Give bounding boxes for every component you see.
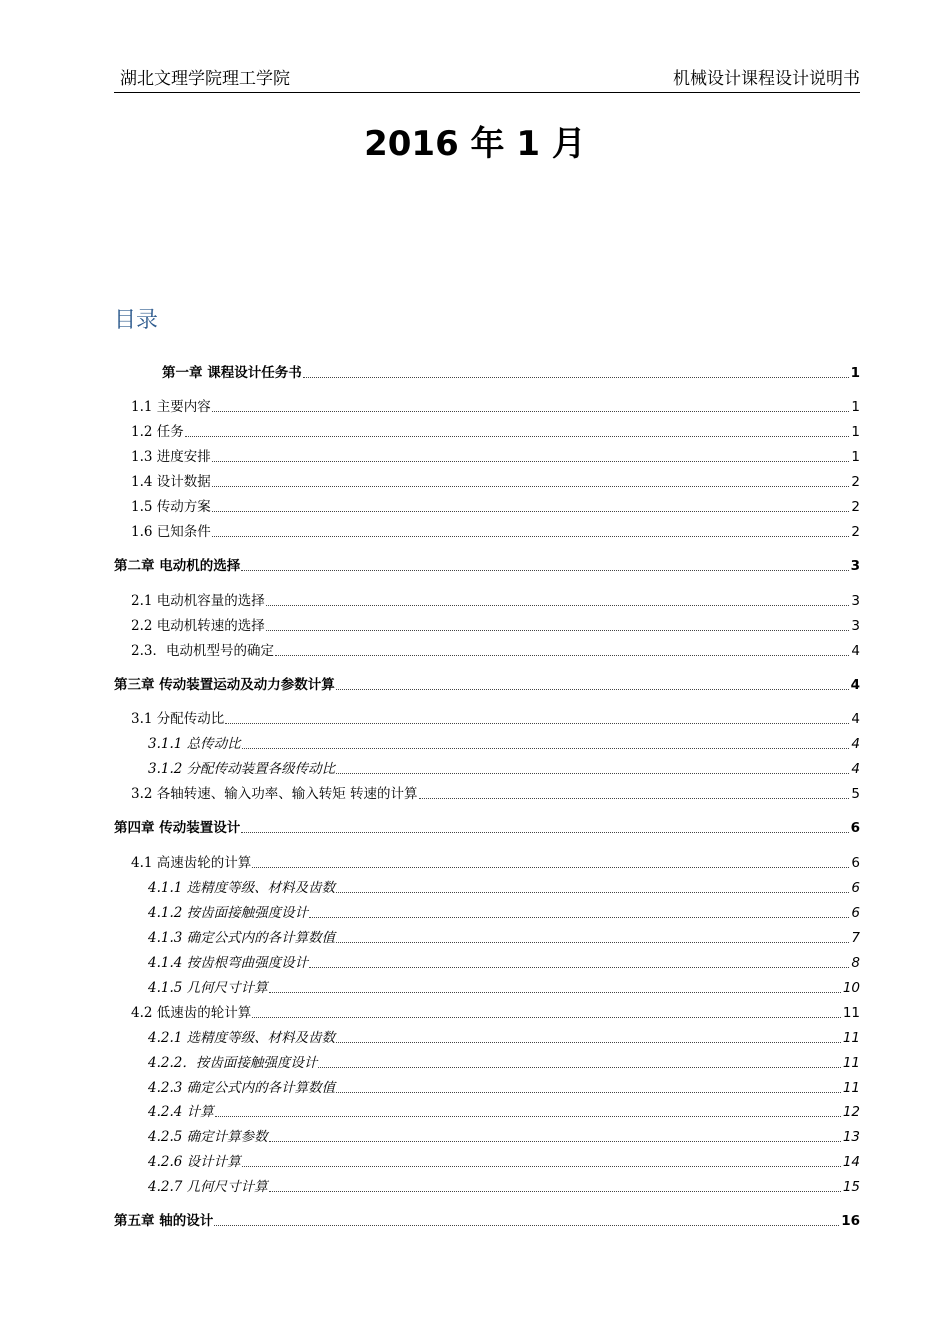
toc-entry[interactable] — [148, 902, 860, 922]
toc-entry[interactable] — [131, 590, 860, 610]
toc-page-number: 14 — [842, 1154, 860, 1170]
toc-page-number: 3 — [850, 558, 860, 574]
toc-entry-title: 1.4 设计数据 — [131, 474, 211, 490]
toc-dot-leader — [269, 1140, 841, 1142]
toc-dot-leader — [242, 747, 850, 749]
toc-dot-leader — [241, 831, 848, 833]
toc-dot-leader — [336, 1091, 841, 1093]
toc-entry-title: 3.1 分配传动比 — [131, 711, 225, 727]
toc-entry[interactable] — [114, 555, 860, 575]
toc-entry-title: 4.2.4 计算 — [148, 1104, 214, 1120]
toc-entry[interactable] — [148, 1027, 860, 1047]
toc-entry-title: 4.2 低速齿的轮计算 — [131, 1005, 252, 1021]
toc-dot-leader — [212, 485, 850, 487]
toc-entry-title: 4.1 高速齿轮的计算 — [131, 855, 252, 871]
toc-entry[interactable] — [148, 977, 860, 997]
toc-page-number: 13 — [842, 1129, 860, 1145]
toc-entry[interactable] — [148, 952, 860, 972]
toc-entry[interactable] — [114, 1210, 860, 1230]
toc-entry[interactable] — [162, 362, 860, 382]
toc-entry[interactable] — [148, 1077, 860, 1097]
toc-entry-title: 1.3 进度安排 — [131, 449, 211, 465]
toc-entry-title: 第二章 电动机的选择 — [114, 558, 241, 574]
toc-dot-leader — [336, 772, 849, 774]
toc-dot-leader — [336, 1041, 841, 1043]
toc-page-number: 6 — [851, 905, 860, 921]
toc-entry[interactable] — [148, 1126, 860, 1146]
toc-dot-leader — [252, 866, 849, 868]
toc-entry[interactable] — [148, 1176, 860, 1196]
toc-entry[interactable] — [131, 640, 860, 660]
toc-page-number: 8 — [851, 955, 860, 971]
toc-entry[interactable] — [148, 927, 860, 947]
toc-dot-leader — [252, 1016, 841, 1018]
toc-page-number: 2 — [851, 499, 860, 515]
toc-entry-title: 4.2.3 确定公式内的各计算数值 — [148, 1080, 336, 1096]
toc-entry[interactable] — [148, 1101, 860, 1121]
toc-page-number: 4 — [851, 736, 860, 752]
toc-dot-leader — [212, 410, 850, 412]
toc-page-number: 12 — [842, 1104, 860, 1120]
toc-entry[interactable] — [131, 396, 860, 416]
toc-dot-leader — [309, 966, 849, 968]
toc-entry-title: 2.3．电动机型号的确定 — [131, 643, 274, 659]
toc-entry-title: 2.2 电动机转速的选择 — [131, 618, 265, 634]
toc-page-number: 6 — [851, 880, 860, 896]
toc-dot-leader — [303, 376, 849, 378]
toc-page-number: 10 — [842, 980, 860, 996]
toc-dot-leader — [212, 460, 850, 462]
document-date: 2016 年 1 月 — [364, 124, 586, 164]
toc-heading: 目录 — [114, 308, 159, 333]
toc-entry-title: 2.1 电动机容量的选择 — [131, 593, 265, 609]
toc-entry-title: 1.6 已知条件 — [131, 524, 211, 540]
toc-entry-title: 1.1 主要内容 — [131, 399, 211, 415]
toc-dot-leader — [266, 629, 850, 631]
header-document-title: 机械设计课程设计说明书 — [673, 69, 860, 89]
toc-page-number: 5 — [851, 786, 860, 802]
toc-page-number: 2 — [851, 474, 860, 490]
toc-entry-title: 第三章 传动装置运动及动力参数计算 — [114, 677, 335, 693]
toc-page-number: 1 — [851, 449, 860, 465]
toc-entry[interactable] — [148, 758, 860, 778]
toc-dot-leader — [336, 688, 849, 690]
toc-page-number: 11 — [842, 1030, 860, 1046]
toc-page-number: 6 — [850, 820, 860, 836]
toc-dot-leader — [225, 722, 849, 724]
toc-entry[interactable] — [148, 877, 860, 897]
toc-dot-leader — [318, 1066, 840, 1068]
toc-page-number: 7 — [851, 930, 860, 946]
toc-entry-title: 4.1.5 几何尺寸计算 — [148, 980, 268, 996]
toc-entry-title: 3.1.2 分配传动装置各级传动比 — [148, 761, 336, 777]
toc-dot-leader — [269, 1190, 841, 1192]
toc-entry[interactable] — [131, 783, 860, 803]
toc-dot-leader — [336, 891, 849, 893]
toc-entry[interactable] — [131, 708, 860, 728]
toc-dot-leader — [266, 604, 850, 606]
toc-page-number: 1 — [851, 424, 860, 440]
toc-page-number: 11 — [842, 1055, 860, 1071]
page-header — [114, 66, 860, 93]
toc-page-number: 4 — [850, 677, 860, 693]
toc-dot-leader — [275, 654, 849, 656]
toc-page-number: 11 — [842, 1080, 860, 1096]
toc-dot-leader — [214, 1224, 839, 1226]
toc-entry-title: 4.2.7 几何尺寸计算 — [148, 1179, 268, 1195]
toc-entry[interactable] — [131, 446, 860, 466]
header-school-name: 湖北文理学院理工学院 — [120, 69, 290, 89]
toc-page-number: 16 — [841, 1213, 860, 1229]
toc-dot-leader — [309, 916, 849, 918]
toc-page-number: 4 — [851, 711, 860, 727]
toc-entry[interactable] — [148, 733, 860, 753]
toc-entry-title: 第四章 传动装置设计 — [114, 820, 241, 836]
toc-entry-title: 4.1.2 按齿面接触强度设计 — [148, 905, 309, 921]
toc-entry-title: 4.1.1 选精度等级、材料及齿数 — [148, 880, 336, 896]
toc-entry-title: 4.1.3 确定公式内的各计算数值 — [148, 930, 336, 946]
toc-entry[interactable] — [131, 521, 860, 541]
toc-page-number: 2 — [851, 524, 860, 540]
toc-page-number: 11 — [842, 1005, 860, 1021]
toc-entry-title: 4.2.5 确定计算参数 — [148, 1129, 268, 1145]
toc-dot-leader — [185, 435, 850, 437]
toc-entry-title: 1.5 传动方案 — [131, 499, 211, 515]
toc-entry[interactable] — [114, 674, 860, 694]
toc-entry-title: 1.2 任务 — [131, 424, 184, 440]
toc-dot-leader — [242, 1165, 841, 1167]
toc-entry[interactable] — [131, 421, 860, 441]
toc-dot-leader — [215, 1115, 841, 1117]
toc-entry-title: 4.2.2．按齿面接触强度设计 — [148, 1055, 318, 1071]
toc-entry[interactable] — [114, 817, 860, 837]
toc-entry[interactable] — [131, 1002, 860, 1022]
toc-entry[interactable] — [131, 615, 860, 635]
toc-entry-title: 4.1.4 按齿根弯曲强度设计 — [148, 955, 309, 971]
toc-page-number: 1 — [851, 399, 860, 415]
toc-page-number: 3 — [851, 618, 860, 634]
toc-entry[interactable] — [148, 1052, 860, 1072]
toc-dot-leader — [419, 797, 850, 799]
toc-dot-leader — [336, 941, 849, 943]
toc-page-number: 6 — [851, 855, 860, 871]
toc-entry-title: 第五章 轴的设计 — [114, 1213, 214, 1229]
toc-page-number: 3 — [851, 593, 860, 609]
toc-entry[interactable] — [131, 471, 860, 491]
toc-entry-title: 4.2.6 设计计算 — [148, 1154, 241, 1170]
toc-page-number: 1 — [850, 365, 860, 381]
toc-page-number: 15 — [842, 1179, 860, 1195]
toc-entry-title: 3.2 各轴转速、输入功率、输入转矩 转速的计算 — [131, 786, 418, 802]
toc-entry-title: 3.1.1 总传动比 — [148, 736, 241, 752]
toc-dot-leader — [269, 991, 841, 993]
toc-entry-title: 第一章 课程设计任务书 — [162, 365, 302, 381]
toc-dot-leader — [212, 535, 850, 537]
toc-page-number: 4 — [851, 761, 860, 777]
toc-dot-leader — [212, 510, 850, 512]
toc-entry[interactable] — [131, 852, 860, 872]
toc-page-number: 4 — [851, 643, 860, 659]
toc-entry[interactable] — [148, 1151, 860, 1171]
toc-entry-title: 4.2.1 选精度等级、材料及齿数 — [148, 1030, 336, 1046]
toc-entry[interactable] — [131, 496, 860, 516]
toc-dot-leader — [241, 569, 848, 571]
